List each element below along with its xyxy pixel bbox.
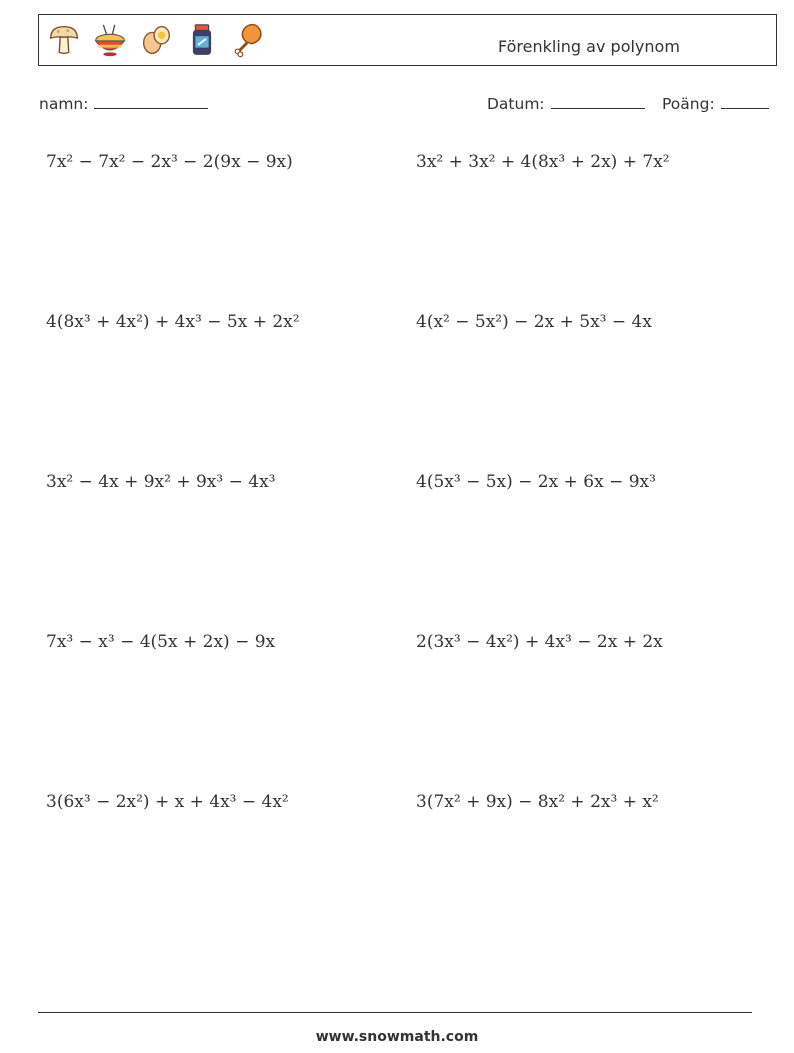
name-blank[interactable]	[94, 94, 208, 109]
score-field[interactable]	[662, 94, 769, 113]
page-title: Förenkling av polynom	[498, 37, 680, 56]
score-blank[interactable]	[721, 94, 769, 109]
problem-9: 3(6x³ − 2x²) + x + 4x³ − 4x²	[46, 792, 289, 812]
name-label: namn:	[39, 95, 89, 113]
eggs-icon	[137, 21, 175, 59]
rice-bowl-icon	[91, 21, 129, 59]
problem-3: 4(8x³ + 4x²) + 4x³ − 5x + 2x²	[46, 312, 300, 332]
mushroom-icon	[45, 21, 83, 59]
footer-url[interactable]: www.snowmath.com	[315, 1029, 479, 1045]
name-field[interactable]	[39, 94, 208, 113]
date-blank[interactable]	[551, 94, 645, 109]
footer-divider	[38, 1012, 752, 1013]
jar-icon	[183, 21, 221, 59]
problem-6: 4(5x³ − 5x) − 2x + 6x − 9x³	[416, 472, 656, 492]
drumstick-icon	[229, 21, 267, 59]
date-field[interactable]	[487, 94, 645, 113]
problem-8: 2(3x³ − 4x²) + 4x³ − 2x + 2x	[416, 632, 663, 652]
date-label: Datum:	[487, 95, 545, 113]
problem-5: 3x² − 4x + 9x² + 9x³ − 4x³	[46, 472, 276, 492]
problem-7: 7x³ − x³ − 4(5x + 2x) − 9x	[46, 632, 276, 652]
problem-4: 4(x² − 5x²) − 2x + 5x³ − 4x	[416, 312, 652, 332]
problem-10: 3(7x² + 9x) − 8x² + 2x³ + x²	[416, 792, 659, 812]
score-label: Poäng:	[662, 95, 715, 113]
worksheet-header	[38, 14, 777, 66]
problem-2: 3x² + 3x² + 4(8x³ + 2x) + 7x²	[416, 152, 670, 172]
problem-1: 7x² − 7x² − 2x³ − 2(9x − 9x)	[46, 152, 293, 172]
icon-row	[45, 21, 275, 59]
